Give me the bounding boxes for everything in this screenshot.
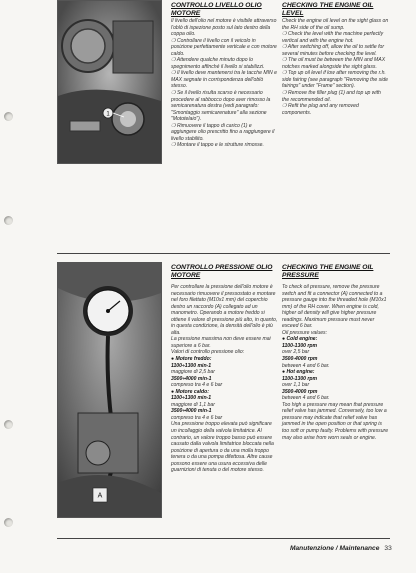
paragraph: 1100-1300 rpm	[282, 342, 318, 349]
paragraph: Per controllare la pressione dell'olio motore è necessario rimuovere il pressostato e montare nel foro filettato (M10x1 mm) del coperchio destro un raccordo (A) collegato ad un manometro. Operando a motore freddo si ottiene il valore di pressione più alto, in quanto, in questa condizione, la densità dell'olio è più alta.	[171, 284, 278, 336]
binder-hole	[4, 518, 13, 527]
paragraph: Check the engine oil level on the sight glass on the RH side of the oil sump.	[282, 18, 389, 31]
section-divider	[57, 253, 390, 254]
paragraph: over 1,1 bar	[282, 382, 310, 389]
paragraph: 3500÷4000 min-1	[171, 408, 212, 415]
paragraph: 1100÷1300 min-1	[171, 362, 212, 369]
paragraph: ❍ Il livello deve mantenersi tra le tacche MIN e MAX segnate in corrispondenza dell'oblò stesso.	[171, 70, 277, 90]
section2-english-title: CHECKING THE ENGINE OIL PRESSURE	[282, 264, 374, 279]
binder-hole	[4, 420, 13, 429]
paragraph: ❍ Check the level with the machine perfectly vertical and with the engine hot.	[282, 31, 384, 44]
paragraph: 1100÷1300 min-1	[171, 395, 212, 402]
section1-italian-title: CONTROLLO LIVELLO OLIO MOTORE	[171, 2, 262, 17]
section1-italian	[171, 0, 278, 149]
paragraph: Valori di controllo pressione olio:	[171, 349, 245, 356]
callout-a: A	[97, 492, 103, 500]
oil-pressure-gauge-photo	[57, 262, 162, 518]
paragraph: ● Motore caldo:	[171, 388, 209, 395]
paragraph: maggiore di 2,5 bar	[171, 369, 215, 376]
paragraph: To check oil pressure, remove the pressure switch and fit a connector (A) connected to a pressure gauge into the threaded hole (M10x1 mm) of the RH cover. When engine is cold, higher oil density will give higher pressure readings. Maximum pressure must never exceed 6 bar.	[282, 284, 387, 330]
page-footer	[290, 545, 410, 553]
paragraph: compreso tra 4 e 6 bar	[171, 414, 223, 421]
paragraph: La pressione massima non deve essere mai superiore a 6 bar.	[171, 336, 271, 349]
paragraph: ❍ After switching off, allow the oil to settle for several minutes before checking the level.	[282, 44, 385, 57]
paragraph: ● Cold engine:	[282, 336, 318, 343]
page-number: 33	[384, 545, 392, 552]
paragraph: ❍ Se il livello risulta scarso è necessario procedere al rabbocco dopo aver rimosso la semicarenatura destra (vedi paragrafo: "Smontaggio semicarenature" alla sezione "Mototelaio").	[171, 90, 271, 123]
paragraph: ● Hot engine:	[282, 369, 315, 376]
engine-photo-illustration	[58, 1, 161, 163]
section2-italian	[171, 264, 278, 474]
paragraph: ❍ Montare il tappo e le strutture rimosse.	[171, 142, 264, 149]
section2-english	[282, 264, 389, 441]
paragraph: ❍ Remove the filler plug (1) and top up with the recommended oil.	[282, 90, 381, 103]
footer-section-label: Manutenzione / Maintenance	[290, 545, 380, 552]
callout-1: 1	[106, 111, 110, 118]
paragraph: 3500÷4000 min-1	[171, 375, 212, 382]
paragraph: Il livello dell'olio nel motore è visibile attraverso l'oblò di ispezione posto sul lato destro della coppa olio.	[171, 18, 277, 38]
paragraph: over 2,5 bar	[282, 349, 310, 356]
paragraph: between 4 and 6 bar.	[282, 395, 330, 402]
paragraph: ❍ The oil must be between the MIN and MAX notches marked alongside the sight glass.	[282, 57, 386, 70]
paragraph: Una pressione troppo elevata può significare un incollaggio della valvola limitatrice. Al contrario, un valore troppo basso può essere causato dalla valvola limitatrice bloccata nella posizione di apertura o da una molla troppo tenera o da una pompa difettosa. Altre cause possono essere una usura eccessiva delle guarnizioni di tenuta o del motore stesso.	[171, 421, 274, 474]
paragraph: maggiore di 1,1 bar	[171, 401, 215, 408]
paragraph: between 4 and 6 bar.	[282, 362, 330, 369]
paragraph: 3500-4000 rpm	[282, 356, 318, 363]
paragraph: ❍ Refit the plug and any removed components.	[282, 103, 359, 116]
paragraph: ❍ Controllare il livello con il veicolo in posizione perfettamente verticale e con motore caldo.	[171, 37, 277, 57]
paragraph: ● Motore freddo:	[171, 356, 212, 363]
paragraph: 1100-1300 rpm	[282, 375, 318, 382]
section2-italian-title: CONTROLLO PRESSIONE OLIO MOTORE	[171, 264, 273, 279]
engine-oil-level-photo	[57, 0, 162, 164]
binder-hole	[4, 112, 13, 121]
paragraph: compreso tra 4 e 6 bar	[171, 382, 223, 389]
paragraph: ❍ Top up oil level if low after removing the r.h. side fairing (see paragraph "Removing the side fairings" under "Frame" section).	[282, 70, 389, 90]
footer-divider	[57, 538, 390, 539]
binder-hole	[4, 216, 13, 225]
paragraph: Too high a pressure may mean that pressure relief valve has jammed. Conversely, too low a pressure may indicate that relief valve has jammed in the open position or that spring is too soft or pump faulty. Problems with pressure may also arise from worn seals or engine.	[282, 401, 389, 441]
paragraph: 3500-4000 rpm	[282, 388, 318, 395]
paragraph: ❍ Rimuovere il tappo di carico (1) e aggiungere olio prescritto fino a raggiungere il livello stabilito.	[171, 122, 275, 142]
paragraph: ❍ Attendere qualche minuto dopo lo spegnimento affinché il livello si stabilizzi.	[171, 57, 265, 70]
section1-english-title: CHECKING THE ENGINE OIL LEVEL	[282, 2, 374, 17]
gauge-photo-illustration	[58, 263, 161, 517]
section1-english	[282, 0, 389, 116]
paragraph: Oil pressure values:	[282, 329, 328, 336]
